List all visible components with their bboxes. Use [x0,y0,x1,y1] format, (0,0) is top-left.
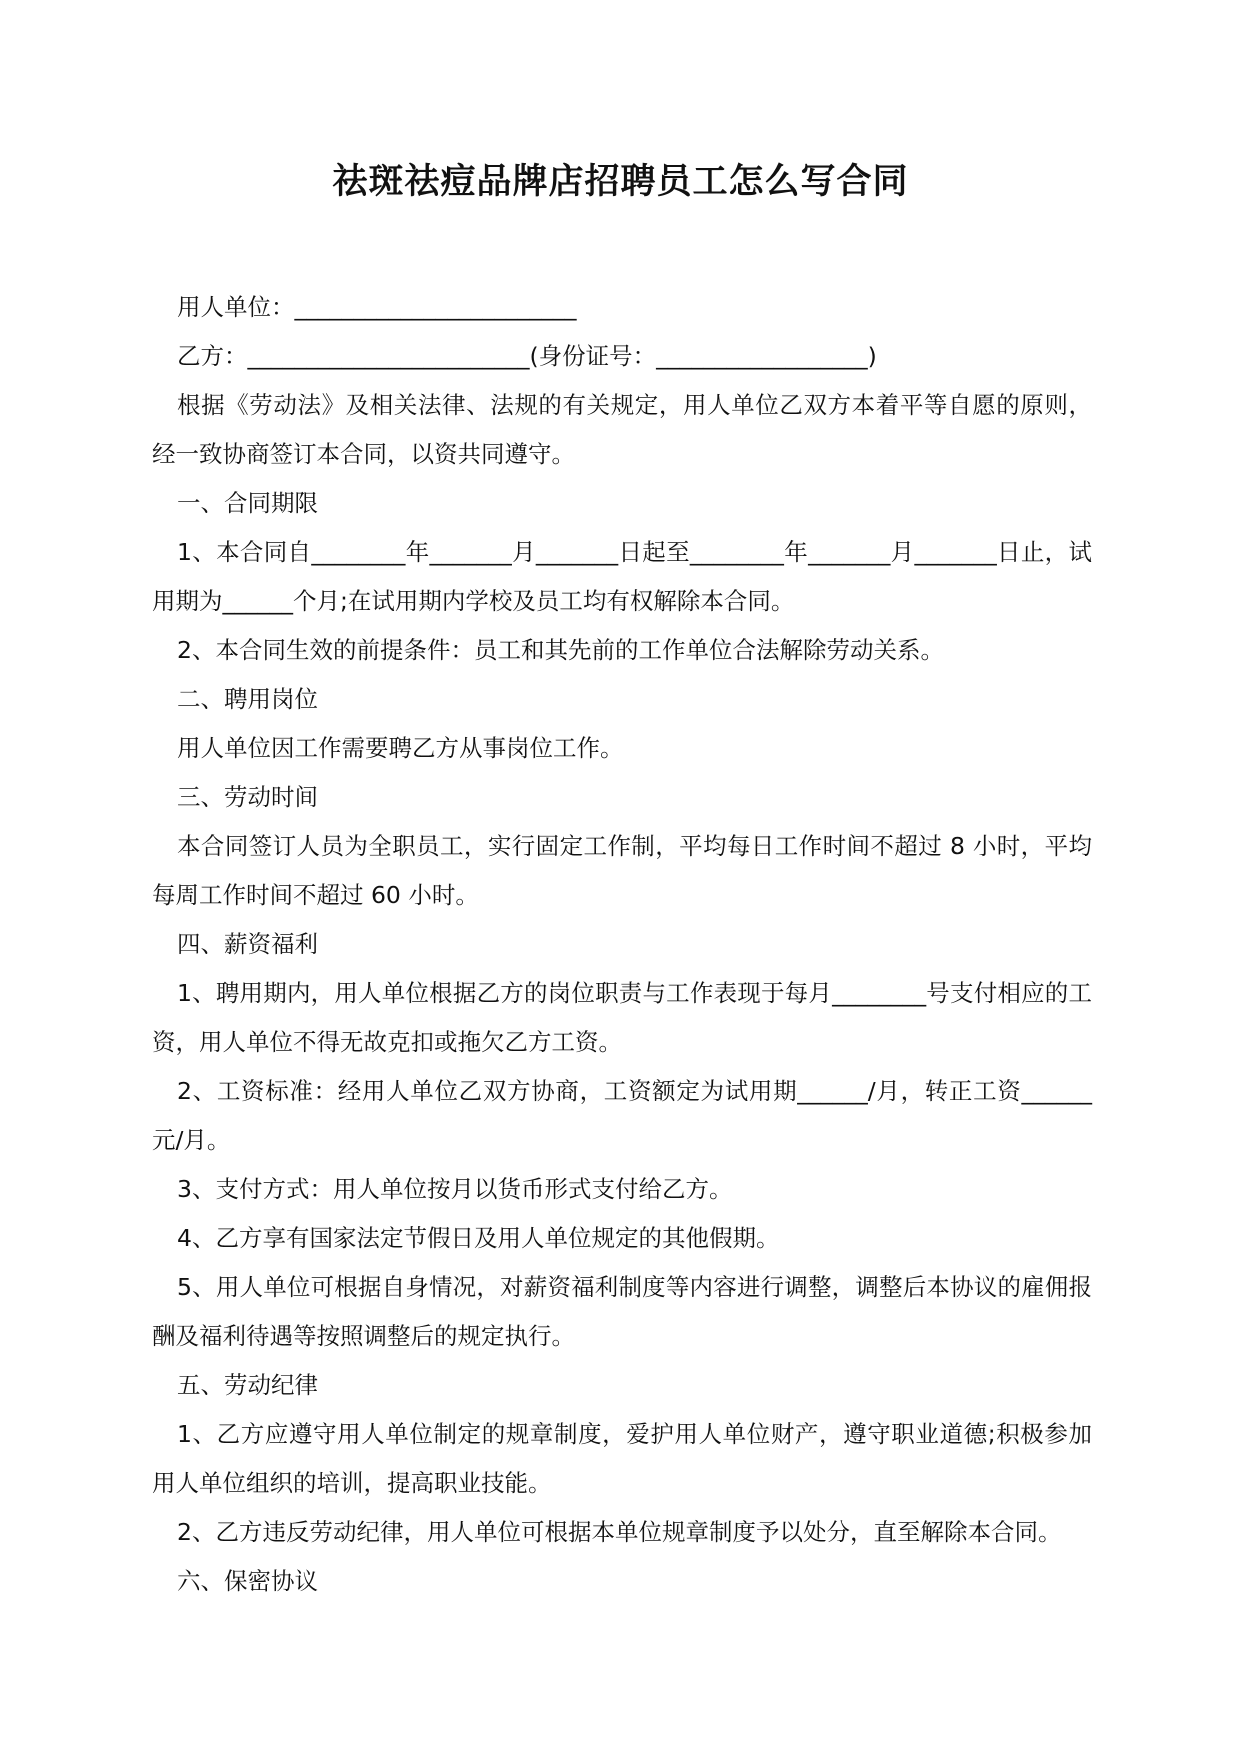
clause-position: 用人单位因工作需要聘乙方从事岗位工作。 [177,734,624,762]
clause-contract-dates: 1、本合同自________年_______月_______日起至________年_______月_______日止，试用期为______个月;在试用期内学校及员工均有权解除本合同。 [152,538,1092,615]
clause-effective-condition: 2、本合同生效的前提条件：员工和其先前的工作单位合法解除劳动关系。 [177,636,944,664]
party-b-field-line: 乙方：________________________(身份证号：__________________) [177,342,877,370]
document-body [152,283,1092,1606]
section-heading-confidentiality: 六、保密协议 [177,1567,318,1595]
clause-working-hours: 本合同签订人员为全职员工，实行固定工作制，平均每日工作时间不超过 8 小时，平均每周工作时间不超过 60 小时。 [152,832,1092,909]
section-heading-labor-discipline: 五、劳动纪律 [177,1371,318,1399]
section-heading-salary-benefits: 四、薪资福利 [177,930,318,958]
section-heading-working-hours: 三、劳动时间 [177,783,318,811]
clause-payment-method: 3、支付方式：用人单位按月以货币形式支付给乙方。 [177,1175,733,1203]
section-heading-position: 二、聘用岗位 [177,685,318,713]
clause-holidays: 4、乙方享有国家法定节假日及用人单位规定的其他假期。 [177,1224,780,1252]
clause-rules-compliance: 1、乙方应遵守用人单位制定的规章制度，爱护用人单位财产，遵守职业道德;积极参加用人单位组织的培训，提高职业技能。 [152,1420,1092,1497]
clause-discipline-violation: 2、乙方违反劳动纪律，用人单位可根据本单位规章制度予以处分，直至解除本合同。 [177,1518,1062,1546]
clause-salary-adjustment: 5、用人单位可根据自身情况，对薪资福利制度等内容进行调整，调整后本协议的雇佣报酬及福利待遇等按照调整后的规定执行。 [152,1273,1092,1350]
clause-salary-standard: 2、工资标准：经用人单位乙双方协商，工资额定为试用期______/月，转正工资______元/月。 [152,1077,1092,1154]
employer-field-line: 用人单位：________________________ [177,293,577,321]
section-heading-contract-term: 一、合同期限 [177,489,318,517]
document-title: 祛斑祛痘品牌店招聘员工怎么写合同 [332,162,909,202]
clause-salary-payment-date: 1、聘用期内，用人单位根据乙方的岗位职责与工作表现于每月________号支付相应的工资，用人单位不得无故克扣或拖欠乙方工资。 [152,979,1092,1056]
preamble-paragraph: 根据《劳动法》及相关法律、法规的有关规定，用人单位乙双方本着平等自愿的原则，经一致协商签订本合同，以资共同遵守。 [152,391,1092,468]
